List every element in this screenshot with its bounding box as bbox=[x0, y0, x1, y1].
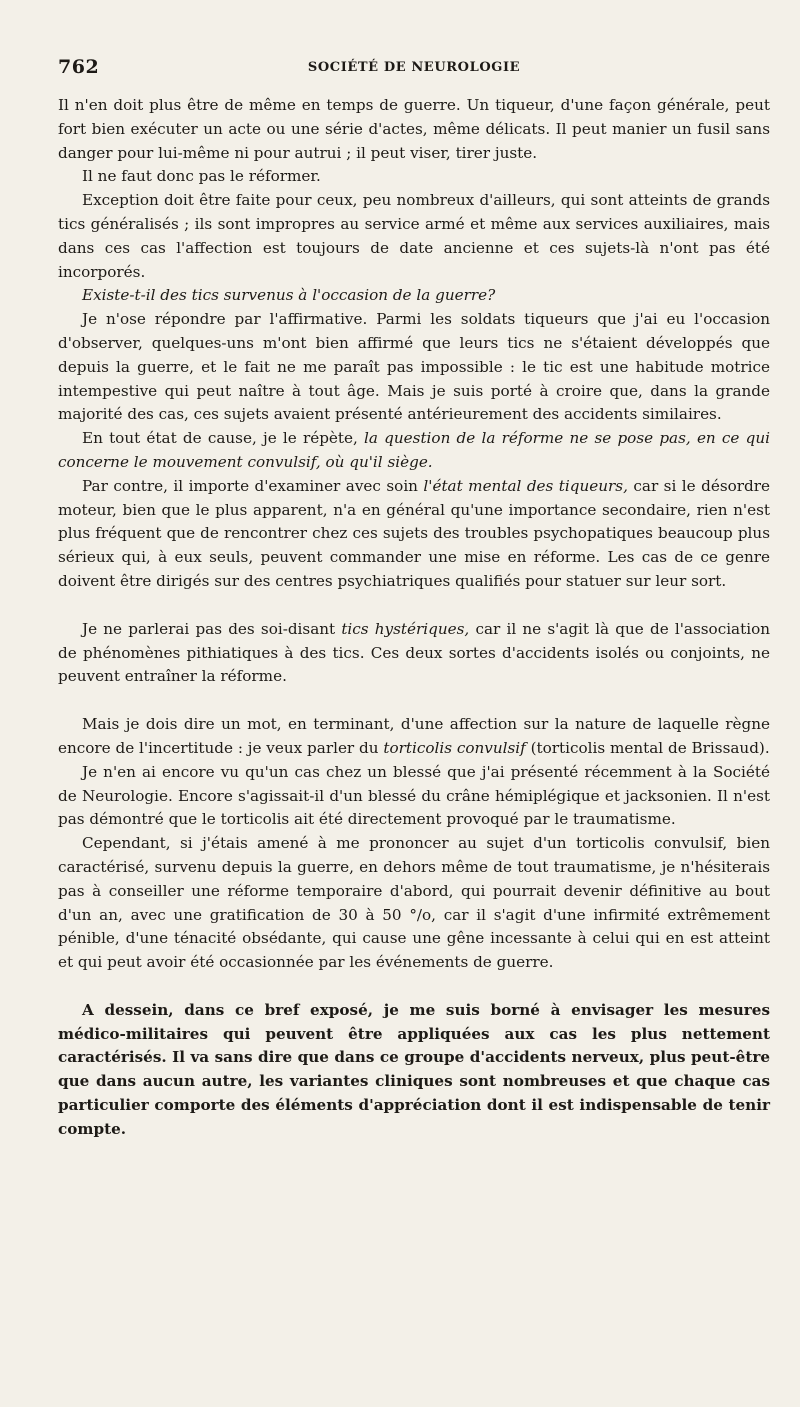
page-number: 762 bbox=[58, 56, 100, 78]
paragraph-3: Exception doit être faite pour ceux, peu nombreux d'ailleurs, qui sont atteints de grands tics généralisés ; ils sont impropres au service armé et même aux services auxiliaires, mais dans ces cas l'affection est toujours de date ancienne et ces sujets-là n'ont pas été incorporés. bbox=[58, 191, 770, 281]
paragraph-1: Il n'en doit plus être de même en temps de guerre. Un tiqueur, d'une façon générale, peut fort bien exécuter un acte ou une série d'actes, même délicats. Il peut manier un fusil sans danger pour lui-même ni pour autrui ; il peut viser, tirer juste. bbox=[58, 96, 770, 162]
paragraph-2: Il ne faut donc pas le réformer. bbox=[82, 167, 321, 186]
paragraph-7: Par contre, il importe d'examiner avec soin l'état mental des tiqueurs, car si le désordre moteur, bien que le plus apparent, n'a en général qu'une importance secondaire, rien n'est plus fréquent que de rencontrer chez ces sujets des troubles psychopatiques beaucoup plus sérieux qui, à eux seuls, peuvent commander une mise en réforme. Les cas de ce genre doivent être dirigés sur des centres psychiatriques qualifiés pour statuer sur leur sort. bbox=[58, 476, 770, 590]
paragraph-11: Cependant, si j'étais amené à me prononcer au sujet d'un torticolis convulsif, bien caractérisé, survenu depuis la guerre, en dehors même de tout traumatisme, je n'hésiterais pas à conseiller une réforme temporaire d'abord, qui pourrait devenir définitive au bout d'un an, avec une gratification de 30 à 50 °/o, car il s'agit d'une infirmité extrêmement pénible, d'une ténacité obsédante, qui cause une gêne incessante à celui qui en est atteint et qui peut avoir été occasionnée par les événements de guerre. bbox=[58, 834, 770, 972]
paragraph-8: Je ne parlerai pas des soi-disant tics hystériques, car il ne s'agit là que de l'association de phénomènes pithiatiques à des tics. Ces deux sortes d'accidents isolés ou conjoints, ne peuvent entraîner la réforme. bbox=[58, 619, 770, 686]
body-text bbox=[58, 94, 770, 1142]
paragraph-6: En tout état de cause, je le répète, la question de la réforme ne se pose pas, en ce qui concerne le mouvement convulsif, où qu'il siège. bbox=[58, 429, 770, 471]
paragraph-5: Je n'ose répondre par l'affirmative. Parmi les soldats tiqueurs que j'ai eu l'occasion d'observer, quelques-uns m'ont bien affirmé que leurs tics ne s'étaient développés que depuis la guerre, et le fait ne me paraît pas impossible : le tic est une habitude motrice intempestive qui peut naître à tout âge. Mais je suis porté à croire que, dans la grande majorité des cas, ces sujets avaient présenté antérieurement des accidents similaires. bbox=[58, 310, 770, 424]
conclusion bbox=[58, 999, 770, 1142]
paragraph-12: A dessein, dans ce bref exposé, je me suis borné à envisager les mesures médico-militaires qui peuvent être appliquées aux cas les plus nettement caractérisés. Il va sans dire que dans ce groupe d'accidents nerveux, plus peut-être que dans aucun autre, les variantes cliniques sont nombreuses et que chaque cas particulier comporte des éléments d'appréciation dont il est indispensable de tenir compte. bbox=[58, 1000, 770, 1138]
paragraph-4-question: Existe-t-il des tics survenus à l'occasion de la guerre? bbox=[82, 286, 496, 305]
paragraph-10: Je n'en ai encore vu qu'un cas chez un blessé que j'ai présenté récemment à la Société de Neurologie. Encore s'agissait-il d'un blessé du crâne hémiplégique et jacksonien. Il n'est pas démontré que le torticolis ait été directement provoqué par le traumatisme. bbox=[58, 762, 770, 829]
running-head: SOCIÉTÉ DE NEUROLOGIE bbox=[307, 60, 521, 75]
page-header bbox=[58, 56, 770, 86]
paragraph-9: Mais je dois dire un mot, en terminant, d'une affection sur la nature de laquelle règne encore de l'incertitude : je veux parler du torticolis convulsif (torticolis mental de Brissaud). bbox=[58, 715, 770, 757]
